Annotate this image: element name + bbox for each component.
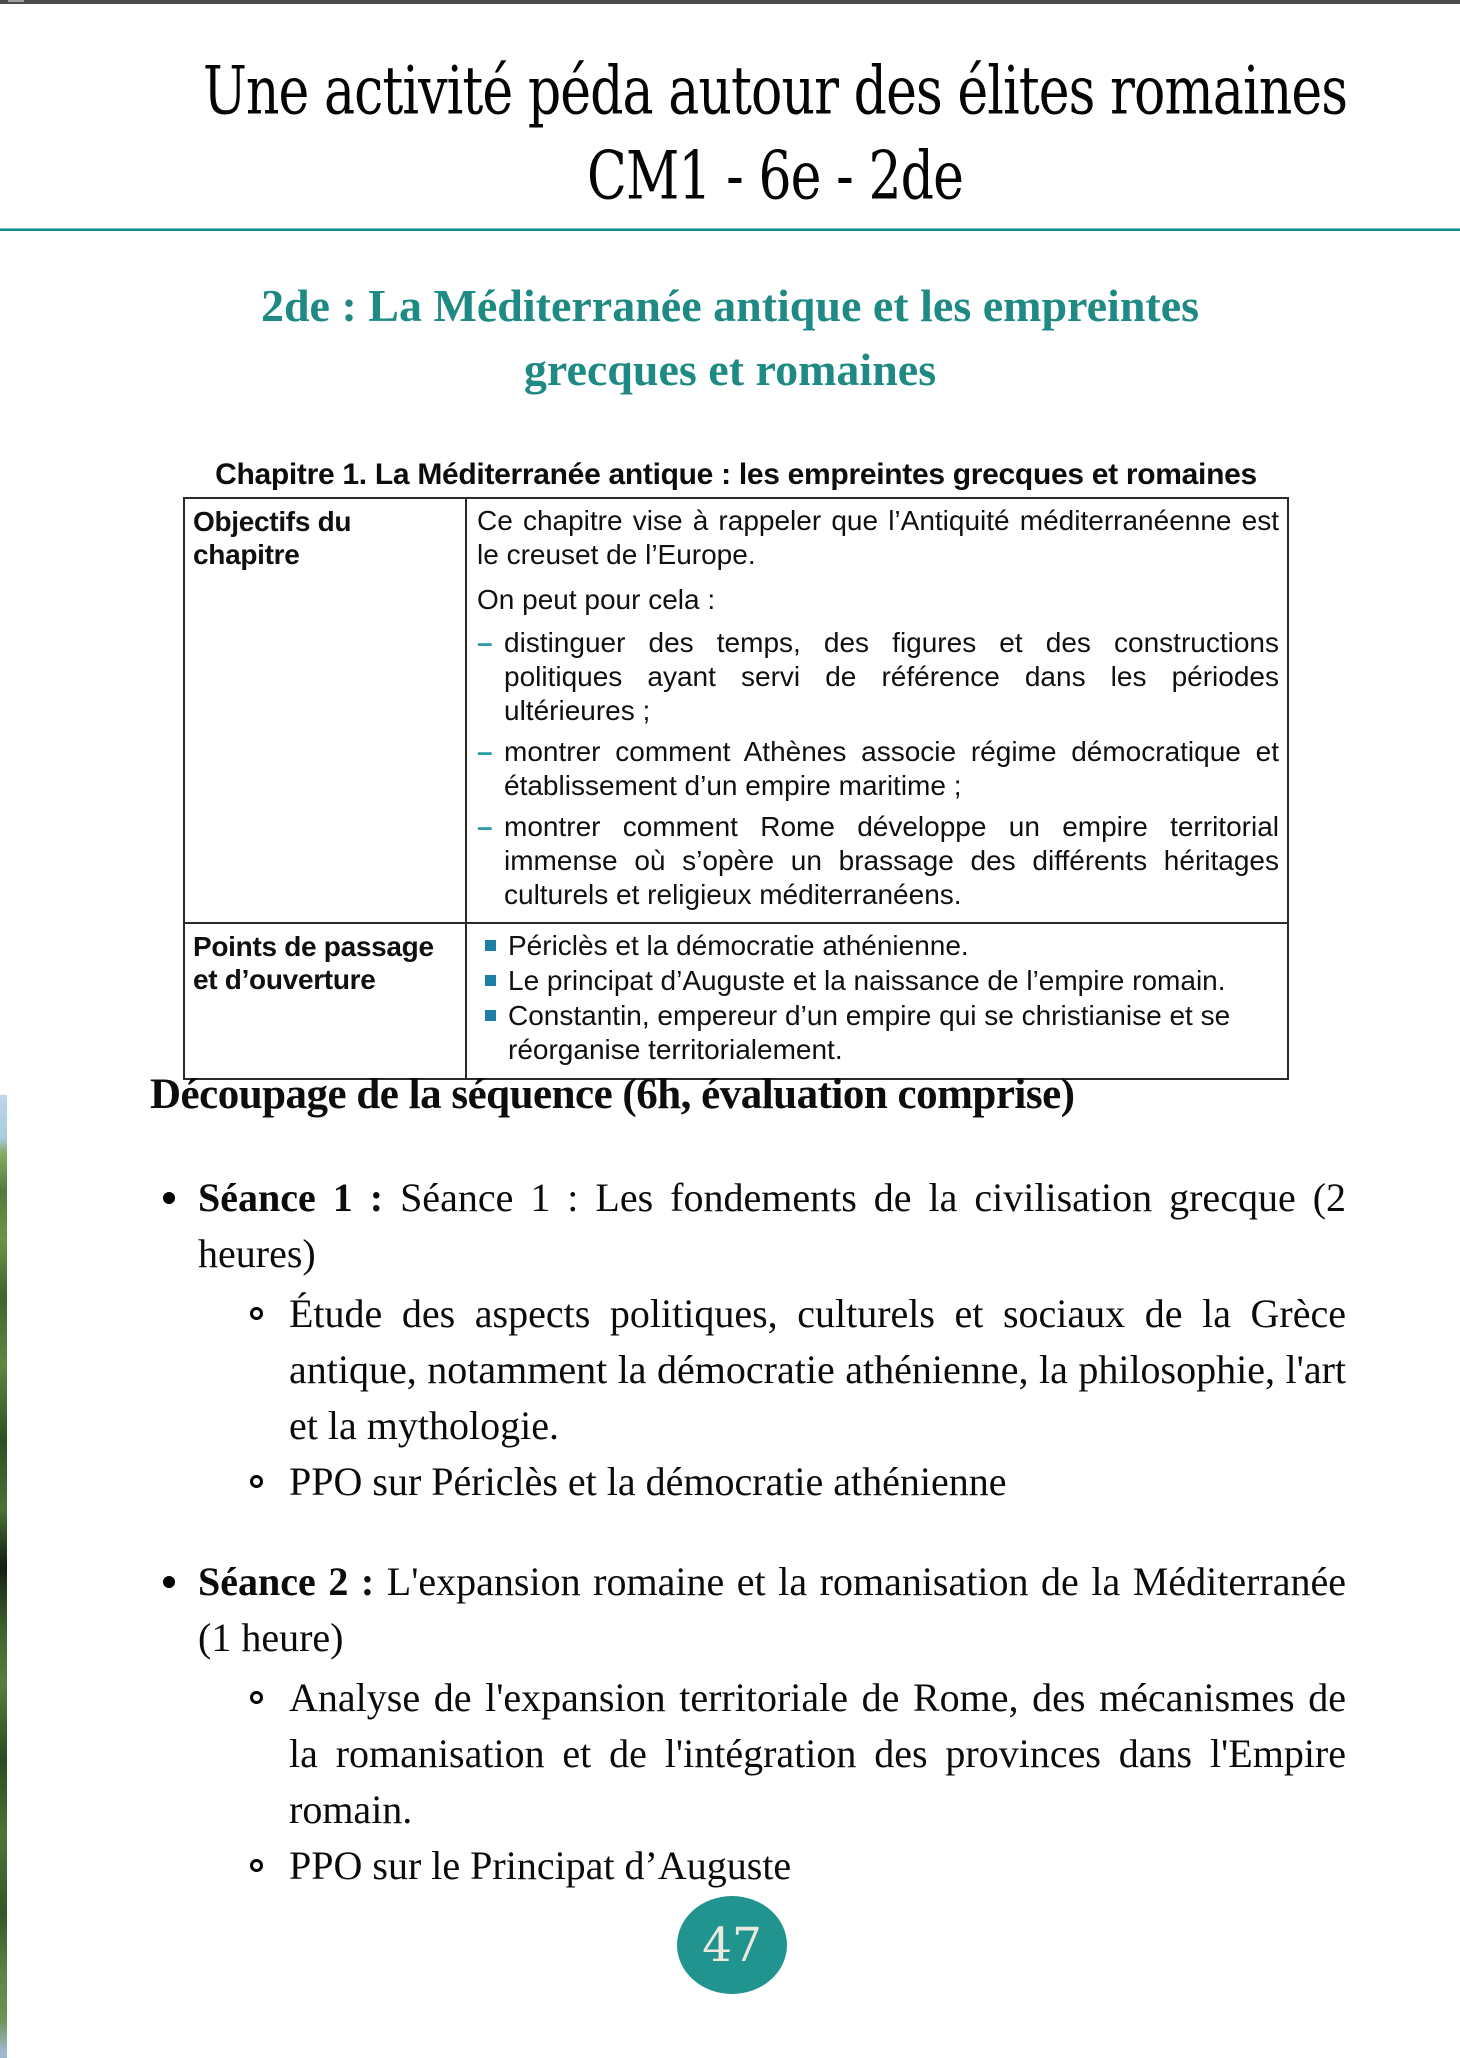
list-item-seance-2	[160, 1554, 1346, 1894]
objectifs-dash-text: distinguer des temps, des figures et des constructions politiques ayant servi de référence dans les périodes ultérieures ;	[504, 627, 1279, 726]
section-heading-line2: grecques et romaines	[523, 344, 937, 395]
document-title-line1: Une activité péda autour des élites romaines	[202, 53, 1348, 131]
dash-bullet-icon: –	[477, 736, 493, 767]
disc-bullet-icon	[163, 1192, 175, 1204]
top-edge-bar	[0, 0, 1460, 4]
row-body-objectifs	[466, 498, 1288, 923]
sub-list-item	[248, 1670, 1346, 1838]
sub-item-text: Étude des aspects politiques, culturels et sociaux de la Grèce antique, notamment la démocratie athénienne, la philosophie, l'art et la mythologie.	[289, 1291, 1346, 1448]
section-heading	[0, 274, 1460, 402]
seance-2-sublist	[248, 1670, 1346, 1894]
table-caption: Chapitre 1. La Méditerranée antique : les empreintes grecques et romaines	[215, 458, 1257, 491]
sub-item-text: PPO sur Périclès et la démocratie athénienne	[289, 1459, 1007, 1504]
dash-bullet-icon: –	[477, 627, 493, 658]
top-edge-mark	[8, 0, 24, 2]
sub-list-item	[248, 1286, 1346, 1454]
document-title-line2: CM1 - 6e - 2de	[587, 138, 963, 216]
circle-bullet-icon	[250, 1307, 263, 1320]
seance-2-label: Séance 2 :	[198, 1559, 375, 1604]
sub-list-item	[248, 1454, 1346, 1510]
ppo-item	[477, 999, 1279, 1067]
objectifs-dash-text: montrer comment Athènes associe régime démocratique et établissement d’un empire maritime ;	[504, 736, 1279, 801]
dash-bullet-icon: –	[477, 811, 493, 842]
page-number-badge	[677, 1896, 787, 1994]
ppo-item-text: Le principat d’Auguste et la naissance de l’empire romain.	[508, 965, 1226, 996]
circle-bullet-icon	[250, 1691, 263, 1704]
ppo-item	[477, 964, 1279, 998]
objectifs-intro: Ce chapitre vise à rappeler que l’Antiquité méditerranéenne est le creuset de l’Europe.	[477, 505, 1279, 570]
list-item-seance-1	[160, 1170, 1346, 1510]
teal-divider-line	[0, 228, 1460, 231]
sequence-list	[160, 1170, 1346, 1894]
seance-1-sublist	[248, 1286, 1346, 1510]
sub-list-item	[248, 1838, 1346, 1894]
objectifs-lead: On peut pour cela :	[477, 584, 716, 615]
page-number: 47	[702, 1917, 762, 1973]
seance-1-label: Séance 1 :	[198, 1175, 384, 1220]
objectifs-dash-text: montrer comment Rome développe un empire territorial immense où s’opère un brassage des différents héritages culturels et religieux méditerranéens.	[504, 811, 1279, 910]
square-bullet-icon	[485, 1010, 496, 1021]
circle-bullet-icon	[250, 1475, 263, 1488]
disc-bullet-icon	[163, 1576, 175, 1588]
section-heading-line1: 2de : La Méditerranée antique et les empreintes	[260, 280, 1200, 331]
table-row-objectifs	[184, 498, 1288, 923]
sub-item-text: Analyse de l'expansion territoriale de Rome, des mécanismes de la romanisation et de l'intégration des provinces dans l'Empire romain.	[289, 1675, 1346, 1832]
seance-1-paragraph	[198, 1170, 1346, 1282]
chapter-table	[183, 497, 1289, 1080]
sub-item-text: PPO sur le Principat d’Auguste	[289, 1843, 792, 1888]
square-bullet-icon	[485, 940, 496, 951]
ppo-item-text: Constantin, empereur d’un empire qui se christianise et se réorganise territorialement.	[508, 1000, 1231, 1065]
square-bullet-icon	[485, 975, 496, 986]
left-edge-photo-strip	[0, 1095, 7, 2058]
sequence-heading: Découpage de la séquence (6h, évaluation comprise)	[150, 1071, 1075, 1118]
table-row-points-de-passage	[184, 923, 1288, 1079]
seance-1-text: Séance 1 : Les fondements de la civilisation grecque (2 heures)	[198, 1175, 1347, 1276]
ppo-item	[477, 929, 1279, 963]
row-header-points: Points de passage et d’ouverture	[184, 923, 466, 1079]
objectifs-dash-item	[477, 735, 1279, 803]
objectifs-dash-item	[477, 810, 1279, 912]
circle-bullet-icon	[250, 1859, 263, 1872]
seance-2-paragraph	[198, 1554, 1346, 1666]
row-body-points	[466, 923, 1288, 1079]
ppo-item-text: Périclès et la démocratie athénienne.	[508, 930, 969, 961]
row-header-objectifs: Objectifs du chapitre	[184, 498, 466, 923]
document-title	[96, 50, 1454, 220]
objectifs-dash-item	[477, 626, 1279, 728]
seance-2-text: L'expansion romaine et la romanisation de la Méditerranée (1 heure)	[198, 1559, 1346, 1660]
